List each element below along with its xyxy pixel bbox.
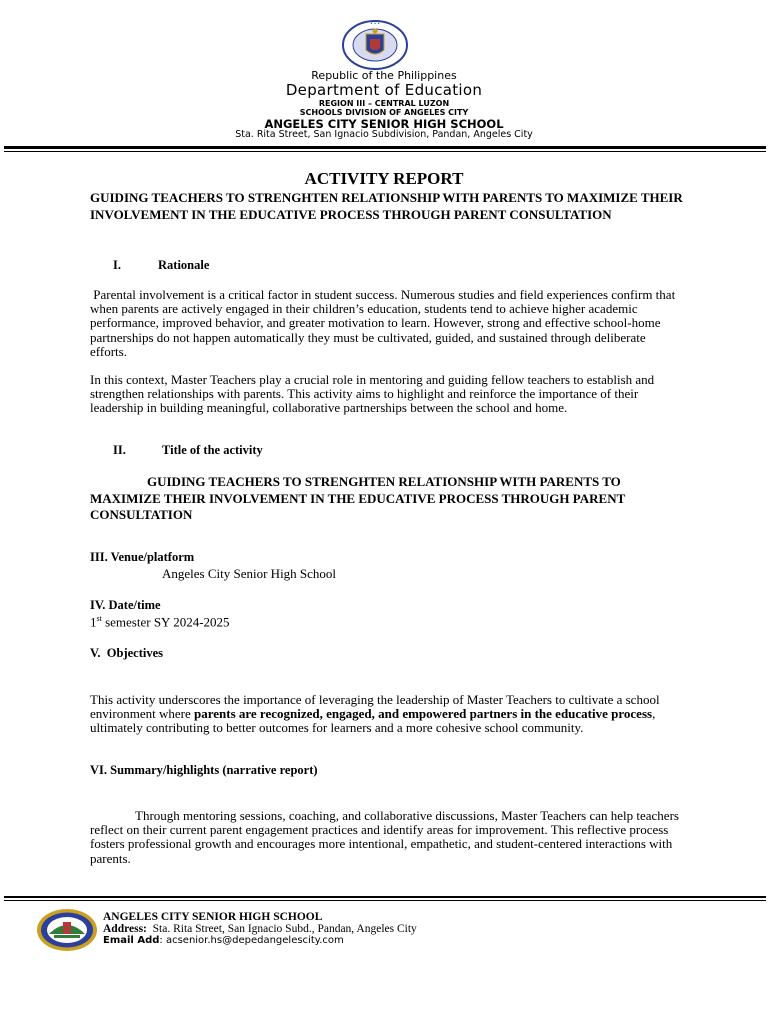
footer-address-text: Sta. Rita Street, San Ignacio Subd., Pandan, Angeles City — [146, 923, 417, 935]
objectives-paragraph — [90, 693, 680, 736]
objectives-text-b: , ultimately contributing to better outcomes for learners and a more cohesive school community. — [90, 706, 656, 736]
republic-line: Republic of the Philippines — [311, 69, 457, 82]
school-name: ANGELES CITY SENIOR HIGH SCHOOL — [264, 117, 504, 131]
footer-email-address[interactable]: : acsenior.hs@depedangelescity.com — [159, 935, 344, 946]
section-number-rationale: I. — [113, 258, 121, 272]
date-ordinal-number: 1 — [90, 614, 97, 630]
rationale-paragraph-2: In this context, Master Teachers play a crucial role in mentoring and guiding fellow teachers to establish and strengthen relationships with parents. This activity aims to highlight and reinforce the importance of their leadership in building meaningful, collaborative partnerships between the school and home. — [90, 372, 655, 416]
section-heading-title: Title of the activity — [162, 443, 263, 457]
date-text — [90, 614, 230, 630]
summary-paragraph: Through mentoring sessions, coaching, and collaborative discussions, Master Teachers can help teachers reflect on their current parent engagement practices and identify areas for improvement. This reflective process fosters professional growth and encourages more intentional, empathetic, and student-centered interactions with parents. — [90, 808, 679, 866]
footer-divider-thin — [4, 900, 766, 901]
footer-address-label: Address: — [103, 923, 147, 935]
school-logo-icon — [36, 908, 98, 952]
section-heading-summary: VI. Summary/highlights (narrative report) — [90, 763, 318, 777]
date-semester: semester SY 2024-2025 — [101, 614, 230, 630]
section-number-title: II. — [113, 443, 126, 457]
header-divider-thin — [4, 151, 766, 152]
department-name: Department of Education — [285, 81, 483, 99]
footer-email-label: Email Add — [103, 935, 160, 946]
school-address: Sta. Rita Street, San Ignacio Subdivision, Pandan, Angeles City — [235, 129, 533, 140]
activity-title-text: GUIDING TEACHERS TO STRENGHTEN RELATIONSHIP WITH PARENTS TO MAXIMIZE THEIR INVOLVEMENT IN THE EDUCATIVE PROCESS THROUGH PARENT CONSULTATION — [90, 474, 626, 522]
header-divider-thick — [4, 146, 766, 149]
footer-school-name: ANGELES CITY SENIOR HIGH SCHOOL — [103, 911, 323, 923]
footer-email — [103, 935, 344, 946]
deped-seal — [340, 20, 410, 70]
svg-text:• • •: • • • — [370, 21, 380, 26]
rationale-paragraph-1: Parental involvement is a critical factor in student success. Numerous studies and field experiences confirm that when parents are actively engaged in their children’s education, students tend to achieve higher academic performance, improved behavior, and greater motivation to learn. However, strong and effective school-home partnerships do not happen automatically they must be cultivated, guided, and sustained through deliberate efforts. — [90, 287, 679, 359]
division-line: SCHOOLS DIVISION OF ANGELES CITY — [299, 108, 469, 117]
objectives-text-a: This activity underscores the importance of leveraging the leadership of Master Teachers to cultivate a school environment where — [90, 692, 660, 722]
date-ordinal-suffix: st — [96, 614, 102, 623]
report-title: ACTIVITY REPORT — [304, 169, 464, 188]
report-subtitle: GUIDING TEACHERS TO STRENGHTEN RELATIONSHIP WITH PARENTS TO MAXIMIZE THEIR INVOLVEMENT IN THE EDUCATIVE PROCESS THROUGH PARENT CONSULTATION — [90, 190, 683, 222]
school-logo — [36, 908, 98, 952]
venue-text: Angeles City Senior High School — [162, 566, 337, 581]
objectives-text-bold: parents are recognized, engaged, and empowered partners in the educative process — [193, 706, 653, 722]
section-heading-rationale: Rationale — [158, 258, 210, 272]
section-heading-objectives: V. Objectives — [90, 646, 164, 660]
deped-seal-icon — [340, 20, 410, 70]
footer-divider-thick — [4, 896, 766, 898]
section-heading-date: IV. Date/time — [90, 598, 161, 612]
section-heading-venue: III. Venue/platform — [90, 550, 195, 564]
region-line: REGION III – CENTRAL LUZON — [318, 99, 450, 108]
footer-address — [103, 923, 417, 935]
